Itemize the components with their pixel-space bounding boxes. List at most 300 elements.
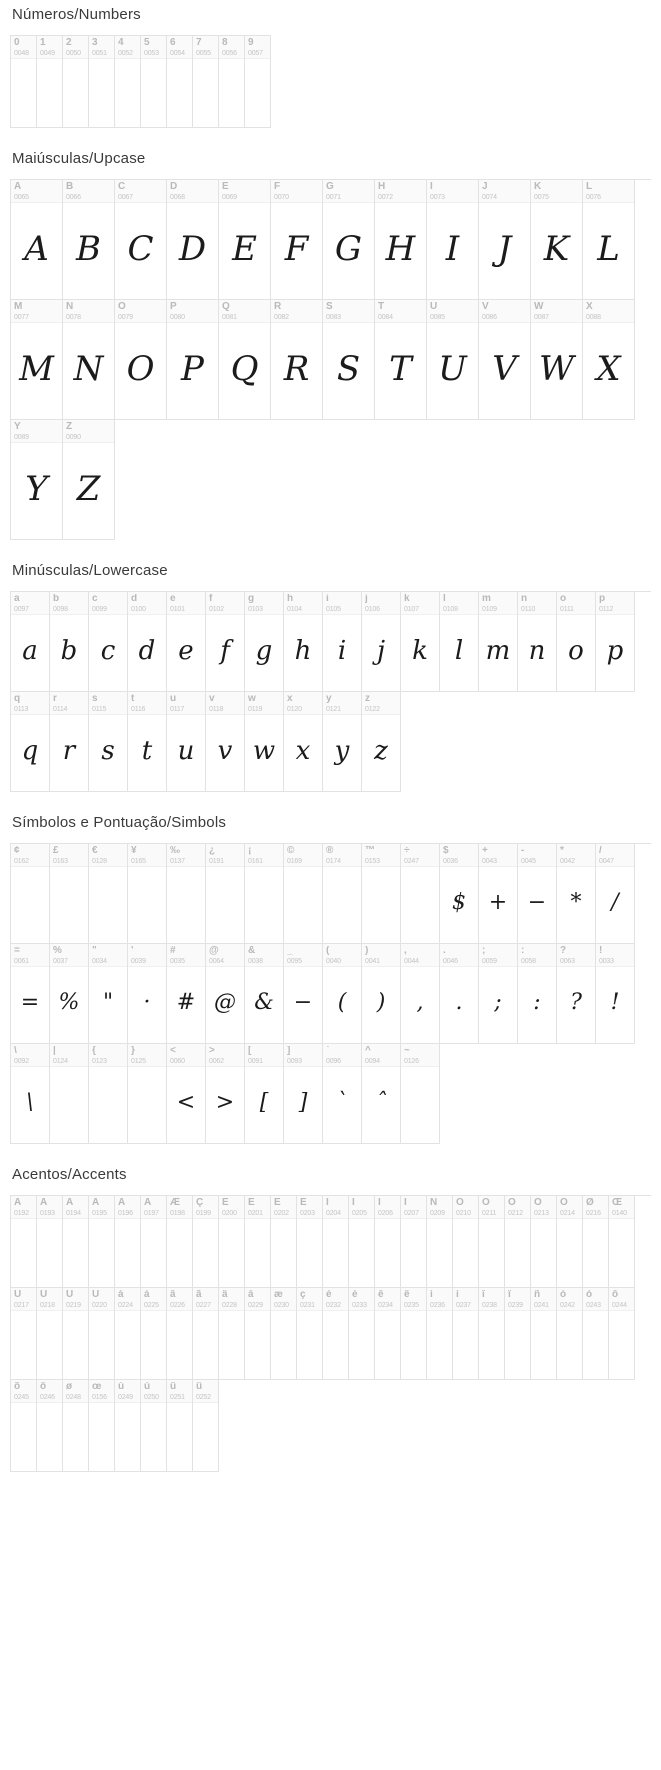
glyph-cell[interactable] — [63, 300, 115, 420]
glyph-cell[interactable] — [271, 300, 323, 420]
glyph-cell-header — [167, 1044, 205, 1067]
glyph-cell[interactable] — [115, 1380, 141, 1472]
glyph-char-label: Í — [352, 1198, 355, 1208]
glyph-cell[interactable] — [427, 1196, 453, 1288]
glyph-preview: W — [539, 349, 574, 390]
glyph-preview — [89, 59, 114, 127]
glyph-code-label: 0045 — [521, 858, 536, 865]
glyph-cell-header — [245, 944, 283, 967]
glyph-cell[interactable] — [245, 36, 271, 128]
glyph-cell[interactable] — [245, 1288, 271, 1380]
glyph-cell[interactable] — [479, 300, 531, 420]
glyph-cell[interactable] — [219, 1288, 245, 1380]
glyph-cell[interactable] — [583, 300, 635, 420]
glyph-cell[interactable] — [557, 844, 596, 944]
glyph-cell[interactable] — [375, 300, 427, 420]
glyph-cell[interactable] — [557, 1288, 583, 1380]
glyph-cell[interactable] — [11, 944, 50, 1044]
glyph-cell[interactable] — [245, 944, 284, 1044]
glyph-cell[interactable] — [89, 944, 128, 1044]
glyph-cell-header — [583, 300, 634, 323]
glyph-cell[interactable] — [50, 944, 89, 1044]
glyph-preview — [583, 1311, 608, 1379]
glyph-code-label: 0192 — [14, 1210, 29, 1217]
glyph-cell[interactable] — [89, 36, 115, 128]
glyph-code-label: 0055 — [196, 50, 211, 57]
glyph-cell-header — [63, 1380, 88, 1403]
glyph-cell-header — [583, 180, 634, 203]
glyph-cell[interactable] — [37, 36, 63, 128]
glyph-cell[interactable] — [323, 1288, 349, 1380]
glyph-cell[interactable] — [284, 592, 323, 692]
glyph-cell[interactable] — [193, 36, 219, 128]
glyph-cell[interactable] — [193, 1196, 219, 1288]
glyph-cell-header — [479, 1196, 504, 1219]
glyph-char-label: ñ — [534, 1290, 541, 1300]
glyph-cell[interactable] — [323, 300, 375, 420]
glyph-cell[interactable] — [479, 1196, 505, 1288]
glyph-cell[interactable] — [11, 1288, 37, 1380]
glyph-cell[interactable] — [11, 844, 50, 944]
glyph-char-label: Å — [144, 1198, 152, 1208]
glyph-cell-header — [531, 300, 582, 323]
glyph-cell[interactable] — [89, 592, 128, 692]
glyph-preview: v — [217, 736, 233, 767]
glyph-preview — [323, 1219, 348, 1287]
glyph-cell[interactable] — [440, 844, 479, 944]
glyph-cell[interactable] — [50, 692, 89, 792]
glyph-cell[interactable] — [375, 180, 427, 300]
glyph-char-label: ú — [144, 1382, 151, 1392]
glyph-cell-header — [167, 1196, 192, 1219]
glyph-cell[interactable] — [401, 944, 440, 1044]
glyph-preview — [349, 1219, 374, 1287]
glyph-char-label: ü — [196, 1382, 203, 1392]
glyph-preview — [89, 867, 127, 943]
glyph-char-label: [ — [248, 1046, 252, 1056]
glyph-cell[interactable] — [115, 1196, 141, 1288]
glyph-preview — [609, 1311, 634, 1379]
glyph-cell-header — [323, 944, 361, 967]
glyph-code-label: 0048 — [14, 50, 29, 57]
glyph-char-label: e — [170, 594, 176, 604]
glyph-cell[interactable] — [167, 1196, 193, 1288]
glyph-char-label: Z — [66, 422, 73, 432]
glyph-cell-header — [323, 180, 374, 203]
glyph-cell[interactable] — [531, 300, 583, 420]
glyph-cell[interactable] — [362, 944, 401, 1044]
glyph-cell-header — [609, 1196, 634, 1219]
glyph-cell-header — [167, 944, 205, 967]
glyph-code-label: 0234 — [378, 1302, 393, 1309]
glyph-cell[interactable] — [11, 1380, 37, 1472]
glyph-cell[interactable] — [219, 36, 245, 128]
glyph-code-label: 0242 — [560, 1302, 575, 1309]
glyph-code-label: 0233 — [352, 1302, 367, 1309]
glyph-cell[interactable] — [362, 844, 401, 944]
glyph-cell-header — [50, 592, 88, 615]
glyph-code-label: 0226 — [170, 1302, 185, 1309]
glyph-cell[interactable] — [37, 1380, 63, 1472]
glyph-cell[interactable] — [245, 692, 284, 792]
glyph-cell[interactable] — [89, 1044, 128, 1144]
glyph-cell[interactable] — [115, 1288, 141, 1380]
glyph-preview: ] — [298, 1090, 308, 1116]
glyph-cell[interactable] — [401, 1288, 427, 1380]
glyph-cell[interactable] — [583, 180, 635, 300]
glyph-preview — [245, 59, 270, 127]
glyph-cell[interactable] — [63, 1288, 89, 1380]
glyph-cell[interactable] — [518, 592, 557, 692]
glyph-cell[interactable] — [167, 180, 219, 300]
glyph-preview — [63, 59, 88, 127]
glyph-cell[interactable] — [440, 592, 479, 692]
glyph-cell[interactable] — [219, 300, 271, 420]
glyph-cell[interactable] — [518, 844, 557, 944]
glyph-code-label: 0039 — [131, 958, 146, 965]
glyph-cell[interactable] — [11, 420, 63, 540]
glyph-cell[interactable] — [479, 180, 531, 300]
glyph-char-label: w — [248, 694, 256, 704]
glyph-cell[interactable] — [63, 420, 115, 540]
glyph-char-label: 2 — [66, 38, 72, 48]
glyph-cell[interactable] — [505, 1196, 531, 1288]
glyph-cell[interactable] — [167, 1044, 206, 1144]
glyph-cell[interactable] — [11, 36, 37, 128]
glyph-char-label: £ — [53, 846, 59, 856]
glyph-cell[interactable] — [115, 300, 167, 420]
glyph-cell[interactable] — [596, 844, 635, 944]
glyph-preview: I — [445, 229, 460, 270]
glyph-preview — [115, 1311, 140, 1379]
glyph-cell[interactable] — [284, 692, 323, 792]
glyph-cell-header — [440, 592, 478, 615]
glyph-char-label: ' — [131, 946, 134, 956]
glyph-code-label: 0046 — [443, 958, 458, 965]
glyph-cell[interactable] — [11, 1044, 50, 1144]
glyph-cell[interactable] — [440, 944, 479, 1044]
glyph-code-label: 0079 — [118, 314, 133, 321]
glyph-cell-header — [63, 36, 88, 59]
glyph-char-label: Ø — [586, 1198, 594, 1208]
glyph-cell[interactable] — [271, 180, 323, 300]
glyph-cell[interactable] — [531, 1288, 557, 1380]
glyph-cell[interactable] — [362, 592, 401, 692]
glyph-cell[interactable] — [349, 1196, 375, 1288]
glyph-cell[interactable] — [323, 1196, 349, 1288]
glyph-cell[interactable] — [323, 592, 362, 692]
glyph-preview: P — [181, 349, 204, 390]
glyph-cell[interactable] — [50, 1044, 89, 1144]
glyph-cell-header — [427, 1196, 452, 1219]
glyph-cell[interactable] — [453, 1288, 479, 1380]
glyph-preview — [11, 1403, 36, 1471]
glyph-cell[interactable] — [596, 944, 635, 1044]
section-title: Maiúsculas/Upcase — [12, 150, 146, 167]
glyph-cell[interactable] — [271, 1196, 297, 1288]
glyph-cell[interactable] — [89, 1196, 115, 1288]
glyph-char-label: Ö — [560, 1198, 568, 1208]
glyph-char-label: E — [222, 182, 229, 192]
glyph-cell[interactable] — [206, 1044, 245, 1144]
glyph-cell-header — [115, 36, 140, 59]
glyph-char-label: c — [92, 594, 98, 604]
glyph-preview — [557, 1219, 582, 1287]
glyph-code-label: 0040 — [326, 958, 341, 965]
glyph-cell[interactable] — [609, 1196, 635, 1288]
glyph-cell[interactable] — [141, 1288, 167, 1380]
glyph-char-label: á — [144, 1290, 150, 1300]
glyph-char-label: œ — [92, 1382, 102, 1392]
glyph-cell[interactable] — [609, 1288, 635, 1380]
glyph-preview: e — [178, 636, 194, 667]
glyph-cell[interactable] — [219, 180, 271, 300]
glyph-cell[interactable] — [557, 1196, 583, 1288]
glyph-preview: l — [454, 636, 464, 667]
glyph-code-label: 0112 — [599, 606, 614, 613]
glyph-cell-header — [11, 36, 36, 59]
glyph-cell[interactable] — [141, 1196, 167, 1288]
glyph-char-label: _ — [287, 946, 293, 956]
glyph-cell-header — [453, 1288, 478, 1311]
glyph-code-label: 0228 — [222, 1302, 237, 1309]
glyph-preview: M — [19, 349, 54, 390]
glyph-code-label: 0056 — [222, 50, 237, 57]
glyph-cell[interactable] — [115, 180, 167, 300]
glyph-cell[interactable] — [167, 1288, 193, 1380]
glyph-cell[interactable] — [219, 1196, 245, 1288]
glyph-preview: s — [101, 736, 115, 767]
glyph-cell-header — [427, 300, 478, 323]
glyph-preview — [37, 1219, 62, 1287]
glyph-cell[interactable] — [583, 1288, 609, 1380]
glyph-cell[interactable] — [583, 1196, 609, 1288]
glyph-cell[interactable] — [323, 844, 362, 944]
glyph-code-label: 0128 — [92, 858, 107, 865]
glyph-cell[interactable] — [284, 944, 323, 1044]
glyph-cell[interactable] — [531, 1196, 557, 1288]
glyph-cell-header — [50, 692, 88, 715]
glyph-cell[interactable] — [284, 844, 323, 944]
glyph-cell[interactable] — [206, 844, 245, 944]
glyph-cell[interactable] — [271, 1288, 297, 1380]
glyph-cell[interactable] — [206, 592, 245, 692]
glyph-cell-header — [63, 1196, 88, 1219]
glyph-code-label: 0071 — [326, 194, 341, 201]
section-title: Acentos/Accents — [12, 1166, 127, 1183]
glyph-cell-header — [219, 1196, 244, 1219]
glyph-cell[interactable] — [427, 300, 479, 420]
glyph-preview: n — [528, 636, 546, 667]
glyph-cell[interactable] — [141, 1380, 167, 1472]
glyph-char-label: < — [170, 1046, 176, 1056]
glyph-cell[interactable] — [206, 692, 245, 792]
glyph-cell[interactable] — [557, 944, 596, 1044]
glyph-cell[interactable] — [89, 844, 128, 944]
glyph-code-label: 0089 — [14, 434, 29, 441]
glyph-cell-header — [11, 1380, 36, 1403]
glyph-cell[interactable] — [89, 1380, 115, 1472]
glyph-cell[interactable] — [37, 1196, 63, 1288]
glyph-code-label: 0050 — [66, 50, 81, 57]
glyph-cell-header — [11, 180, 62, 203]
glyph-cell[interactable] — [245, 1196, 271, 1288]
glyph-cell[interactable] — [50, 592, 89, 692]
glyph-cell[interactable] — [401, 592, 440, 692]
glyph-preview — [115, 1219, 140, 1287]
glyph-cell[interactable] — [479, 592, 518, 692]
glyph-code-label: 0047 — [599, 858, 614, 865]
glyph-cell[interactable] — [596, 592, 635, 692]
glyph-preview: k — [412, 636, 428, 667]
glyph-cell-header — [349, 1196, 374, 1219]
glyph-cell[interactable] — [427, 180, 479, 300]
glyph-preview — [193, 1403, 218, 1471]
glyph-cell[interactable] — [323, 180, 375, 300]
glyph-cell[interactable] — [518, 944, 557, 1044]
glyph-preview: $ — [452, 890, 466, 916]
glyph-cell[interactable] — [349, 1288, 375, 1380]
glyph-code-label: 0199 — [196, 1210, 211, 1217]
glyph-char-label: ( — [326, 946, 330, 956]
glyph-cell-header — [323, 692, 361, 715]
glyph-cell[interactable] — [427, 1288, 453, 1380]
glyph-char-label: V — [482, 302, 489, 312]
glyph-cell[interactable] — [323, 944, 362, 1044]
glyph-cell[interactable] — [128, 592, 167, 692]
glyph-cell[interactable] — [128, 844, 167, 944]
glyph-cell[interactable] — [297, 1196, 323, 1288]
glyph-cell[interactable] — [11, 1196, 37, 1288]
glyph-cell[interactable] — [128, 1044, 167, 1144]
glyph-char-label: Q — [222, 302, 230, 312]
glyph-cell[interactable] — [89, 692, 128, 792]
glyph-cell[interactable] — [479, 844, 518, 944]
glyph-cell-header — [362, 844, 400, 867]
glyph-cell[interactable] — [362, 1044, 401, 1144]
glyph-cell[interactable] — [531, 180, 583, 300]
glyph-cell[interactable] — [89, 1288, 115, 1380]
glyph-preview: & — [254, 990, 274, 1016]
glyph-cell[interactable] — [63, 1196, 89, 1288]
glyph-preview — [141, 1311, 166, 1379]
glyph-char-label: f — [209, 594, 213, 604]
glyph-cell-header — [557, 1196, 582, 1219]
glyph-cell[interactable] — [11, 592, 50, 692]
glyph-cell[interactable] — [167, 300, 219, 420]
glyph-cell[interactable] — [505, 1288, 531, 1380]
glyph-char-label: 8 — [222, 38, 228, 48]
glyph-cell[interactable] — [193, 1380, 219, 1472]
glyph-cell[interactable] — [323, 1044, 362, 1144]
glyph-cell[interactable] — [167, 844, 206, 944]
glyph-cell[interactable] — [167, 1380, 193, 1472]
glyph-cell[interactable] — [11, 180, 63, 300]
glyph-cell[interactable] — [375, 1288, 401, 1380]
glyph-cell[interactable] — [167, 36, 193, 128]
glyph-char-label: Ò — [456, 1198, 464, 1208]
glyph-cell-header — [609, 1288, 634, 1311]
glyph-cell[interactable] — [401, 1044, 440, 1144]
glyph-cell[interactable] — [297, 1288, 323, 1380]
glyph-code-label: 0059 — [482, 958, 497, 965]
glyph-cell[interactable] — [37, 1288, 63, 1380]
section-title: Números/Numbers — [12, 6, 141, 23]
glyph-code-label: 0087 — [534, 314, 549, 321]
glyph-cell[interactable] — [245, 1044, 284, 1144]
glyph-char-label: Ü — [92, 1290, 100, 1300]
glyph-cell[interactable] — [167, 592, 206, 692]
glyph-cell[interactable] — [401, 844, 440, 944]
glyph-cell-header — [401, 592, 439, 615]
glyph-code-label: 0120 — [287, 706, 302, 713]
glyph-char-label: $ — [443, 846, 449, 856]
glyph-code-label: 0095 — [287, 958, 302, 965]
glyph-char-label: Á — [40, 1198, 48, 1208]
glyph-char-label: 9 — [248, 38, 254, 48]
glyph-cell[interactable] — [50, 844, 89, 944]
glyph-cell[interactable] — [479, 1288, 505, 1380]
glyph-preview: c — [100, 636, 116, 667]
glyph-code-label: 0202 — [274, 1210, 289, 1217]
glyph-cell[interactable] — [11, 692, 50, 792]
glyph-cell[interactable] — [401, 1196, 427, 1288]
glyph-code-label: 0126 — [404, 1058, 419, 1065]
glyph-char-label: ï — [508, 1290, 511, 1300]
glyph-preview — [323, 1311, 348, 1379]
glyph-cell[interactable] — [63, 36, 89, 128]
glyph-cell[interactable] — [362, 692, 401, 792]
glyph-cell-header — [89, 592, 127, 615]
glyph-cell[interactable] — [453, 1196, 479, 1288]
glyph-cell[interactable] — [193, 1288, 219, 1380]
glyph-char-label: Ä — [118, 1198, 126, 1208]
glyph-cell[interactable] — [206, 944, 245, 1044]
glyph-preview: : — [533, 990, 541, 1016]
glyph-cell[interactable] — [11, 300, 63, 420]
glyph-preview — [37, 59, 62, 127]
glyph-preview: H — [385, 229, 416, 270]
glyph-cell[interactable] — [557, 592, 596, 692]
glyph-preview — [245, 867, 283, 943]
glyph-code-label: 0038 — [248, 958, 263, 965]
glyph-code-label: 0232 — [326, 1302, 341, 1309]
glyph-cell[interactable] — [167, 944, 206, 1044]
glyph-code-label: 0227 — [196, 1302, 211, 1309]
glyph-cell[interactable] — [128, 944, 167, 1044]
glyph-cell[interactable] — [141, 36, 167, 128]
glyph-char-label: ô — [612, 1290, 619, 1300]
glyph-cell[interactable] — [63, 1380, 89, 1472]
glyph-cell[interactable] — [375, 1196, 401, 1288]
glyph-cell[interactable] — [479, 944, 518, 1044]
glyph-char-label: ? — [560, 946, 567, 956]
glyph-cell[interactable] — [245, 844, 284, 944]
glyph-cell-header — [362, 1044, 400, 1067]
glyph-cell[interactable] — [167, 692, 206, 792]
glyph-cell-header — [11, 1288, 36, 1311]
glyph-cell[interactable] — [128, 692, 167, 792]
glyph-char-label: # — [170, 946, 176, 956]
glyph-cell[interactable] — [323, 692, 362, 792]
glyph-code-label: 0238 — [482, 1302, 497, 1309]
glyph-preview — [193, 1311, 218, 1379]
glyph-cell[interactable] — [63, 180, 115, 300]
glyph-cell[interactable] — [115, 36, 141, 128]
glyph-cell[interactable] — [284, 1044, 323, 1144]
glyph-cell[interactable] — [245, 592, 284, 692]
glyph-cell-header — [479, 844, 517, 867]
